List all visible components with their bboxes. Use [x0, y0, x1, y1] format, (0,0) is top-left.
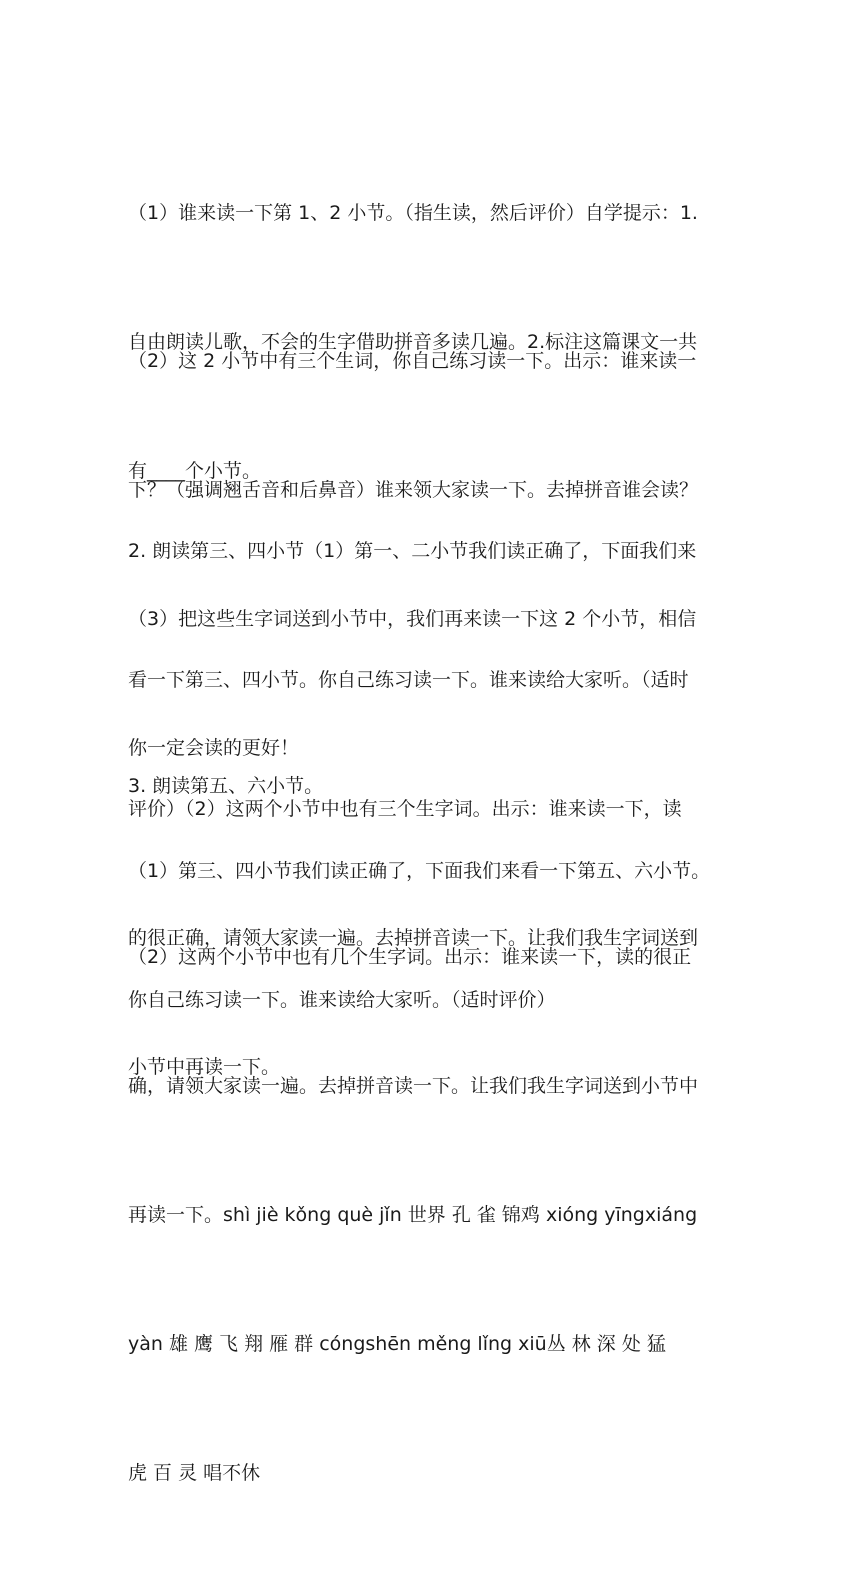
text-line: 2. 朗读第三、四小节（1）第一、二小节我们读正确了，下面我们来: [128, 540, 697, 562]
text-line: 虎 百 灵 唱不休: [128, 1462, 261, 1484]
text-line: 确，请领大家读一遍。去掉拼音读一下。让我们我生字词送到小节中: [128, 1075, 699, 1097]
text-line: 的很正确，请领大家读一遍。去掉拼音读一下。让我们我生字词送到: [128, 927, 699, 949]
text-line: 你自己练习读一下。谁来读给大家听。（适时评价）: [128, 989, 556, 1011]
text-line: 3. 朗读第五、六小节。: [128, 775, 324, 797]
text-line: 下？（强调翘舌音和后鼻音）谁来领大家读一下。去掉拼音谁会读？: [128, 479, 699, 501]
text-line: （3）把这些生字词送到小节中，我们再来读一下这 2 个小节，相信: [128, 608, 697, 630]
text-line: 评价）（2）这两个小节中也有三个生字词。出示：谁来读一下，读: [128, 798, 682, 820]
text-line: 你一定会读的更好！: [128, 737, 300, 759]
text-line: 看一下第三、四小节。你自己练习读一下。谁来读给大家听。（适时: [128, 669, 689, 691]
text-line: （2）这 2 小节中有三个生词，你自己练习读一下。出示：谁来读一: [128, 350, 697, 372]
text-line: yàn 雄 鹰 飞 翔 雁 群 cóngshēn měng lǐng xiū丛 林 深 处 猛: [128, 1333, 666, 1355]
text-line: 再读一下。shì jiè kǒng què jǐn 世界 孔 雀 锦鸡 xióng yīngxiáng: [128, 1204, 698, 1226]
text-line: （1）谁来读一下第 1、2 小节。（指生读，然后评价）自学提示：1.: [128, 202, 698, 224]
text-line: （1）第三、四小节我们读正确了，下面我们来看一下第五、六小节。: [128, 860, 711, 882]
text-line: 有____个小节。: [128, 460, 262, 482]
text-line: （2）这两个小节中也有几个生字词。出示：谁来读一下，读的很正: [128, 946, 692, 968]
text-line: 自由朗读儿歌，不会的生字借助拼音多读几遍。2.标注这篇课文一共: [128, 331, 698, 353]
text-line: 小节中再读一下。: [128, 1056, 281, 1078]
